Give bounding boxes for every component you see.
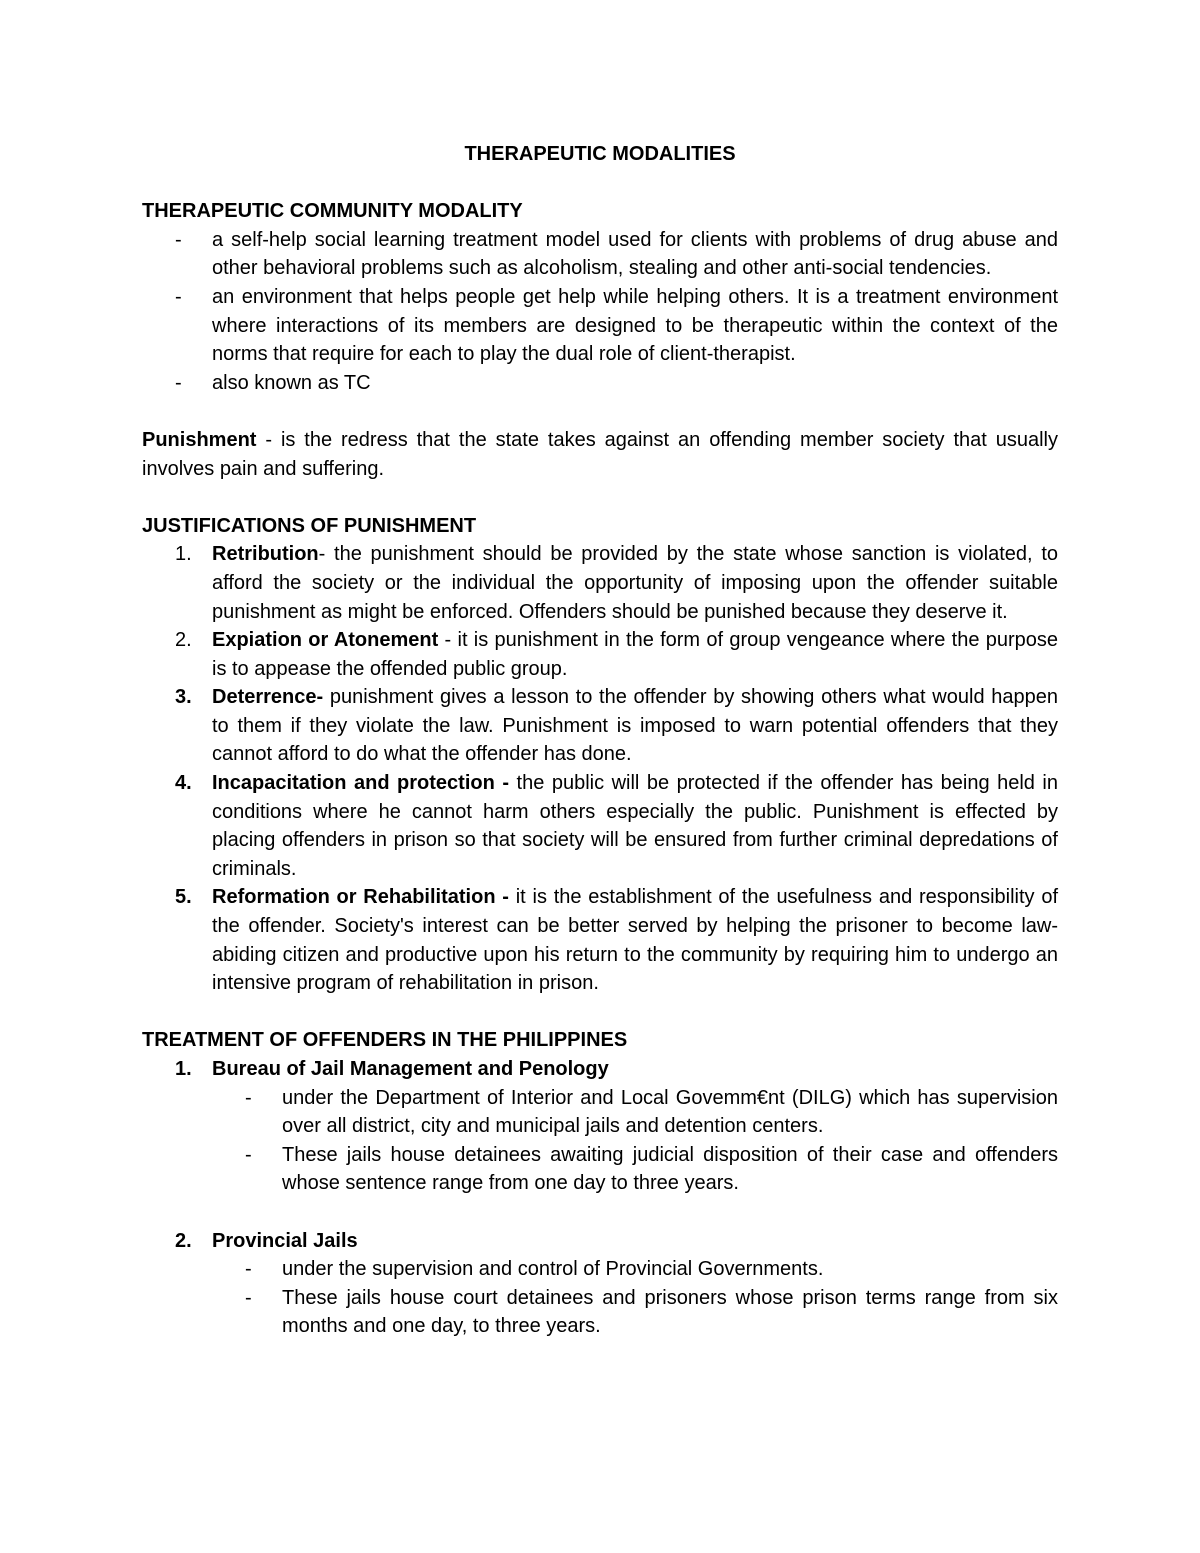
justifications-heading: JUSTIFICATIONS OF PUNISHMENT — [142, 514, 477, 537]
item-text: - the punishment should be provided by the state whose sanction is violated, to afford the society or the individual the opportunity of imposing upon the offender suitable punishment as might be enforced. Offenders should be punished because they deserve it. — [212, 543, 1058, 623]
tc-list — [142, 226, 1058, 398]
treatment-list-2 — [142, 1227, 1058, 1256]
item-text: punishment gives a lesson to the offender by showing others what would happen to them if they violate the law. Punishment is imposed to warn potential offenders that they cannot afford to do what the offender has done. — [212, 686, 1058, 766]
item-title: Bureau of Jail Management and Penology — [212, 1058, 609, 1080]
item-term: Incapacitation and protection - — [212, 772, 509, 795]
punishment-term: Punishment — [142, 428, 257, 451]
list-item — [142, 540, 1058, 626]
treatment-heading: TREATMENT OF OFFENDERS IN THE PHILIPPINES — [142, 1029, 628, 1052]
sub-item-text: These jails house court detainees and prisoners whose prison terms range from six months and one day, to three years. — [282, 1286, 1058, 1338]
dash-marker: - — [245, 1258, 252, 1281]
item-number: 1. — [175, 543, 192, 566]
treatment-section — [142, 1026, 1058, 1341]
page-title: THERAPEUTIC MODALITIES — [464, 143, 736, 165]
list-item — [142, 1255, 1058, 1284]
tc-item-text: a self-help social learning treatment model used for clients with problems of drug abuse and other behavioral problems such as alcoholism, stealing and other anti-social tendencies. — [212, 228, 1058, 280]
list-item — [142, 369, 1058, 398]
item-term: Expiation or Atonement — [212, 629, 439, 652]
item-number: 1. — [175, 1058, 192, 1080]
list-item — [142, 226, 1058, 283]
item-text: it is the establishment of the usefulness and responsibility of the offender. Society's interest can be better served by helping the prisoner to become law-abiding citizen and productive upon his return to the community by requiring him to undergo an intensive program of rehabilitation in prison. — [212, 886, 1058, 995]
list-item — [142, 683, 1058, 769]
list-item — [142, 1227, 1058, 1256]
document-page — [142, 140, 1058, 1341]
dash-marker: - — [175, 285, 182, 308]
list-item — [142, 883, 1058, 997]
item-text: - it is punishment in the form of group vengeance where the purpose is to appease the offended public group. — [212, 629, 1059, 680]
bjmp-list — [142, 1084, 1058, 1198]
provincial-list — [142, 1255, 1058, 1341]
justifications-list — [142, 540, 1058, 998]
item-title: Provincial Jails — [212, 1229, 358, 1252]
sub-item-text: These jails house detainees awaiting judicial disposition of their case and offenders whose sentence range from one day to three years. — [282, 1143, 1058, 1195]
list-item — [142, 1055, 1058, 1084]
item-term: Retribution — [212, 543, 319, 566]
dash-marker: - — [175, 371, 182, 394]
list-item — [142, 769, 1058, 883]
item-number: 5. — [175, 886, 192, 909]
list-item — [142, 1284, 1058, 1341]
sub-item-text: under the supervision and control of Provincial Governments. — [282, 1258, 824, 1281]
item-term: Deterrence- — [212, 686, 324, 709]
justifications-section — [142, 512, 1058, 998]
dash-marker: - — [245, 1086, 252, 1109]
treatment-list — [142, 1055, 1058, 1084]
tc-section — [142, 197, 1058, 397]
item-number: 2. — [175, 1229, 192, 1252]
item-term: Reformation or Rehabilitation - — [212, 886, 509, 909]
list-item — [142, 1141, 1058, 1198]
item-number: 3. — [175, 686, 192, 709]
list-item — [142, 1084, 1058, 1141]
item-number: 2. — [175, 629, 192, 652]
punishment-definition — [142, 426, 1058, 483]
dash-marker: - — [245, 1286, 252, 1309]
tc-item-text: an environment that helps people get help while helping others. It is a treatment environment where interactions of its members are designed to be therapeutic within the context of the norms that require for each to play the dual role of client-therapist. — [212, 285, 1058, 366]
item-number: 4. — [175, 772, 192, 795]
dash-marker: - — [175, 228, 182, 251]
list-item — [142, 283, 1058, 369]
sub-item-text: under the Department of Interior and Local Govemm€nt (DILG) which has supervision over all district, city and municipal jails and detention centers. — [282, 1086, 1058, 1138]
tc-item-text: also known as TC — [212, 371, 371, 394]
punishment-text: - is the redress that the state takes against an offending member society that usually involves pain and suffering. — [142, 428, 1058, 480]
list-item — [142, 626, 1058, 683]
dash-marker: - — [245, 1143, 252, 1166]
item-text: the public will be protected if the offender has being held in conditions where he cannot harm others especially the public. Punishment is effected by placing offenders in prison so that society will be ensured from further criminal depredations of criminals. — [212, 772, 1058, 880]
tc-heading: THERAPEUTIC COMMUNITY MODALITY — [142, 200, 523, 223]
